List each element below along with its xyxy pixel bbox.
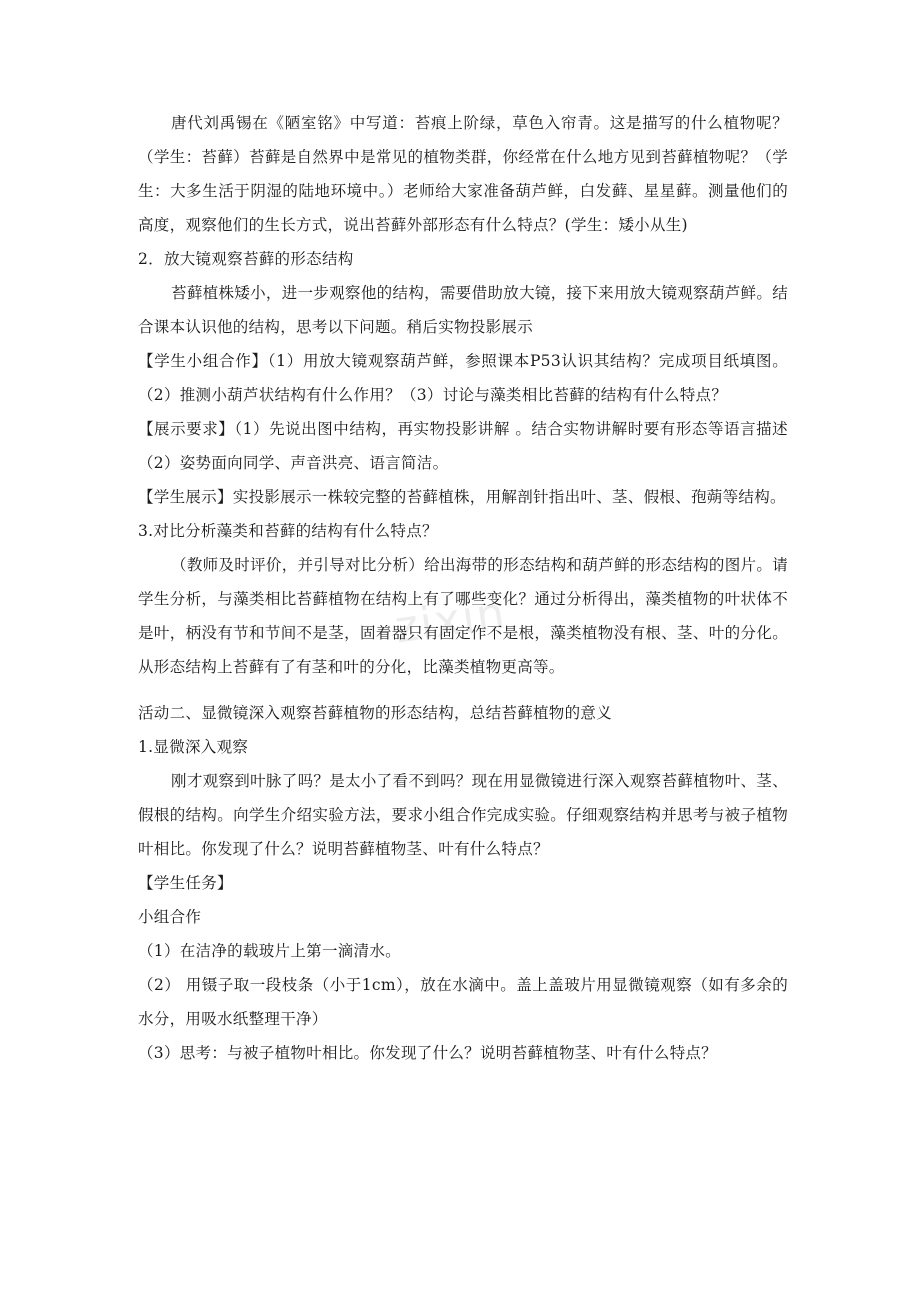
section-gap: [138, 684, 788, 696]
step-3: （3）思考：与被子植物叶相比。你发现了什么？说明苔藓植物茎、叶有什么特点？: [138, 1044, 717, 1062]
step-2: （2） 用镊子取一段枝条（小于1cm），放在水滴中。盖上盖玻片用显微镜观察（如有多余的水分，用吸水纸整理干净）: [138, 976, 788, 1028]
heading-activity-two: 活动二、显微镜深入观察苔藓植物的形态结构，总结苔藓植物的意义: [138, 704, 613, 722]
heading-student-task: 【学生任务】: [138, 874, 233, 892]
document-body: [138, 106, 788, 1070]
paragraph-student-display: 【学生展示】实投影展示一株较完整的苔藓植株，用解剖针指出叶、茎、假根、孢蒴等结构。: [138, 488, 786, 506]
watermark: zixin: [391, 587, 510, 654]
step-1: （1）在洁净的载玻片上第一滴清水。: [138, 942, 401, 960]
paragraph-magnifier: 苔藓植株矮小，进一步观察他的结构，需要借助放大镜，接下来用放大镜观察葫芦鲜。结合课本认识他的结构，思考以下问题。稍后实物投影展示: [138, 284, 788, 336]
paragraph-display-requirements: 【展示要求】（1）先说出图中结构，再实物投影讲解 。结合实物讲解时要有形态等语言描述（2）姿势面向同学、声音洪亮、语言简洁。: [138, 420, 788, 472]
paragraph-comparison: （教师及时评价，并引导对比分析）给出海带的形态结构和葫芦鲜的形态结构的图片。请学生分析，与藻类相比苔藓植物在结构上有了哪些变化？通过分析得出，藻类植物的叶状体不是叶，柄没有节和节间不是茎，固着器只有固定作不是根，藻类植物没有根、茎、叶的分化。从形态结构上苔藓有了有茎和叶的分化，比藻类植物更高等。: [138, 556, 788, 676]
heading-microscope: 1.显微深入观察: [138, 738, 249, 756]
paragraph-group-label: 小组合作: [138, 908, 202, 926]
paragraph-intro: 唐代刘禹锡在《陋室铭》中写道：苔痕上阶绿，草色入帘青。这是描写的什么植物呢？（学生：苔藓）苔藓是自然界中是常见的植物类群，你经常在什么地方见到苔藓植物呢？（学生：大多生活于阴湿的陆地环境中。）老师给大家准备葫芦鲜，白发藓、星星藓。测量他们的高度，观察他们的生长方式，说出苔藓外部形态有什么特点？(学生：矮小从生): [138, 114, 788, 234]
heading-magnifier-observation: 2．放大镜观察苔藓的形态结构: [138, 250, 354, 268]
paragraph-microscope: 刚才观察到叶脉了吗？是太小了看不到吗？现在用显微镜进行深入观察苔藓植物叶、茎、假根的结构。向学生介绍实验方法，要求小组合作完成实验。仔细观察结构并思考与被子植物叶相比。你发现了什么？说明苔藓植物茎、叶有什么特点？: [138, 772, 788, 858]
heading-comparison: 3.对比分析藻类和苔藓的结构有什么特点？: [138, 522, 438, 540]
paragraph-group-work: 【学生小组合作】（1）用放大镜观察葫芦鲜，参照课本P53认识其结构？完成项目纸填图。（2）推测小葫芦状结构有什么作用？（3）讨论与藻类相比苔藓的结构有什么特点？: [138, 352, 788, 404]
